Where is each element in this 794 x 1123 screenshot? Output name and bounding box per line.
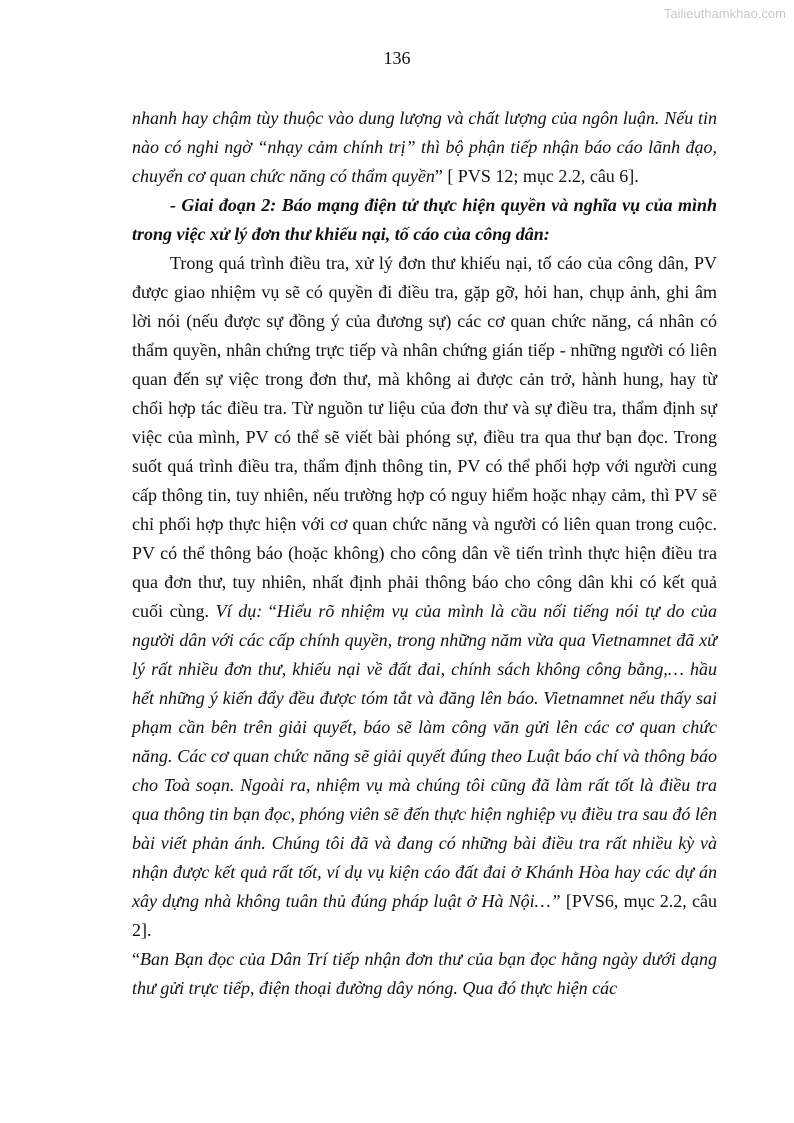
section-heading: - Giai đoạn 2: Báo mạng điện tử thực hiện quyền và nghĩa vụ của mình trong việc xử lý đơn thư khiếu nại, tố cáo của công dân: bbox=[132, 195, 717, 244]
paragraph-text: Trong quá trình điều tra, xử lý đơn thư khiếu nại, tố cáo của công dân, PV được giao nhiệm vụ sẽ có quyền đi điều tra, gặp gỡ, hỏi han, chụp ảnh, ghi âm lời nói (nếu được sự đồng ý của đương sự) các cơ quan chức năng, cá nhân có thẩm quyền, nhân chứng trực tiếp và nhân chứng gián tiếp - những người có liên quan đến sự việc trong đơn thư, mà không ai được cản trở, hành hung, hay từ chối hợp tác điều tra. Từ nguồn tư liệu của đơn thư và sự điều tra, thẩm định sự việc của mình, PV có thể sẽ viết bài phóng sự, điều tra qua thư bạn đọc. Trong suốt quá trình điều tra, thẩm định thông tin, PV có thể phối hợp với người cung cấp thông tin, tuy nhiên, nếu trường hợp có nguy hiểm hoặc nhạy cảm, thì PV sẽ chỉ phối hợp thực hiện với cơ quan chức năng và người có liên quan trong cuộc. PV có thể thông báo (hoặc không) cho công dân về tiến trình thực hiện điều tra qua đơn thư, tuy nhiên, nhất định phải thông báo cho công dân khi có kết quả cuối cùng. bbox=[132, 253, 717, 621]
paragraph-continued bbox=[132, 104, 717, 191]
open-quote: “ bbox=[132, 949, 140, 969]
interview-quote: Ban Bạn đọc của Dân Trí tiếp nhận đơn thư của bạn đọc hằng ngày dưới dạng thư gửi trực tiếp, điện thoại đường dây nóng. Qua đó thực hiện các bbox=[132, 949, 717, 998]
citation: ” [ PVS 12; mục 2.2, câu 6]. bbox=[434, 166, 639, 186]
open-quote: “ bbox=[262, 601, 277, 621]
citation: [PVS6, mục 2.2, câu 2]. bbox=[132, 891, 717, 940]
interview-quote: Hiểu rõ nhiệm vụ của mình là cầu nối tiếng nói tự do của người dân với các cấp chính quyền, trong những năm vừa qua Vietnamnet đã xử lý rất nhiều đơn thư, khiếu nại về đất đai, chính sách không công bằng,… hầu hết những ý kiến đẩy đều được tóm tắt và đăng lên báo. Vietnamnet nếu thấy sai phạm cần bên trên giải quyết, báo sẽ làm công văn gửi lên các cơ quan chức năng. Các cơ quan chức năng sẽ giải quyết đúng theo Luật báo chí và thông báo cho Toà soạn. Ngoài ra, nhiệm vụ mà chúng tôi cũng đã làm rất tốt là điều tra qua thông tin bạn đọc, phóng viên sẽ đến thực hiện nghiệp vụ điều tra sau đó lên bài viết phản ánh. Chúng tôi đã và đang có những bài điều tra rất nhiều kỳ và nhận được kết quả rất tốt, ví dụ vụ kiện cáo đất đai ở Khánh Hòa hay các dự án xây dựng nhà không tuân thủ đúng pháp luật ở Hà Nội…” bbox=[132, 601, 718, 911]
document-body bbox=[132, 104, 717, 1003]
page-number: 136 bbox=[383, 48, 411, 68]
interview-quote: nhanh hay chậm tùy thuộc vào dung lượng và chất lượng của ngôn luận. Nếu tin nào có nghi ngờ “nhạy cảm chính trị” thì bộ phận tiếp nhận báo cáo lãnh đạo, chuyển cơ quan chức năng có thẩm quyền bbox=[132, 108, 717, 186]
example-label: Ví dụ: bbox=[215, 601, 263, 621]
paragraph-main bbox=[132, 249, 717, 945]
paragraph-quote bbox=[132, 945, 717, 1003]
watermark: Tailieuthamkhao.com bbox=[663, 6, 786, 21]
